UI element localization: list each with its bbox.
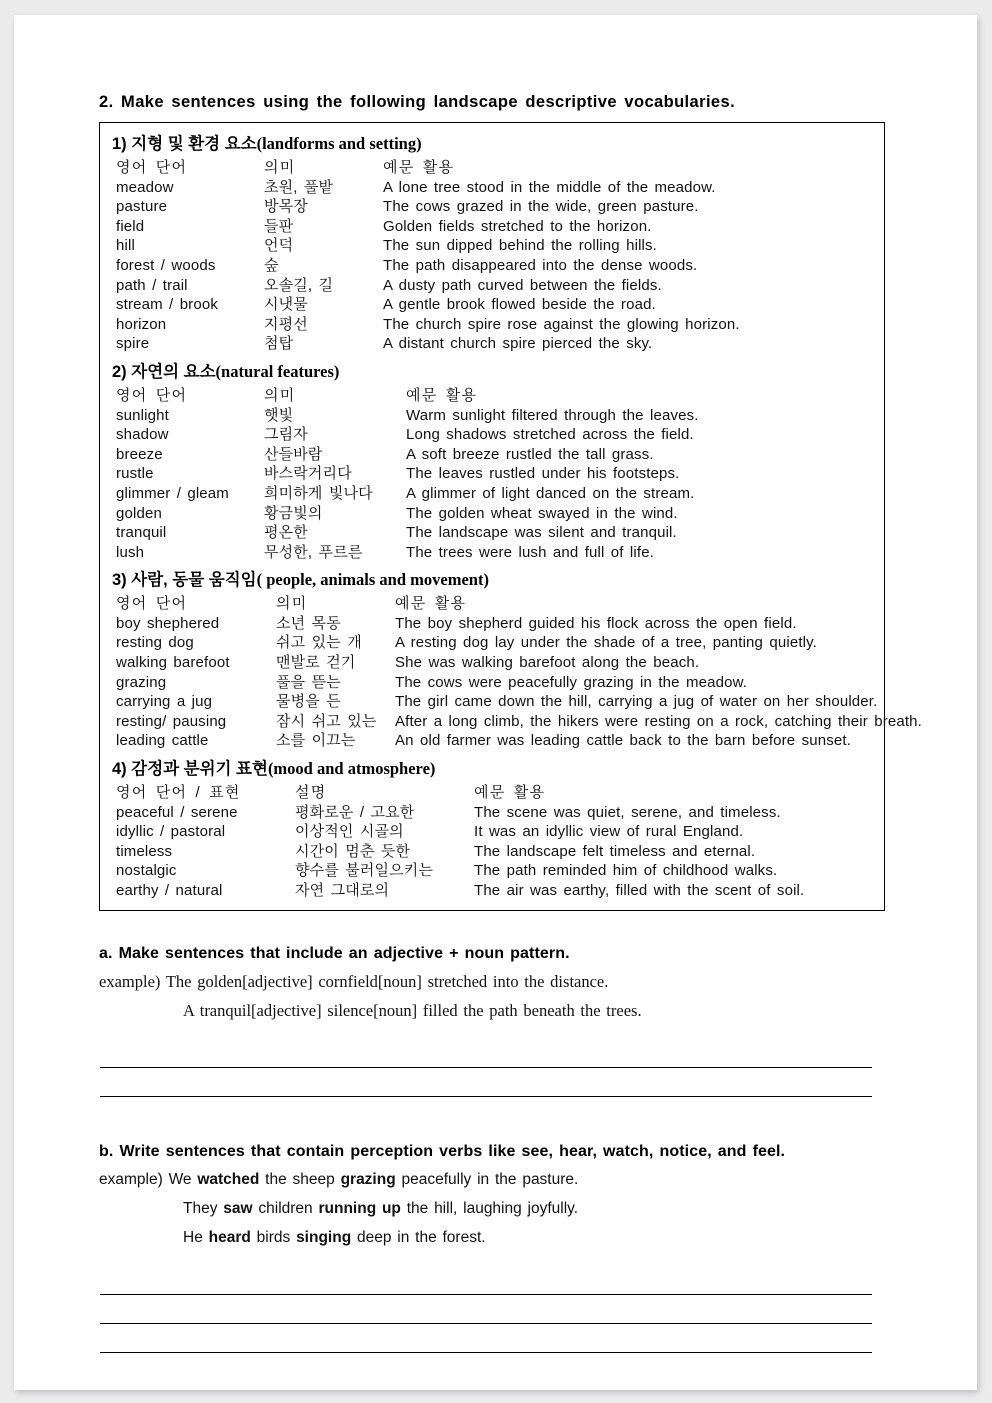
perception-verb: watched	[197, 1170, 260, 1188]
task-a-example-text-1: The golden[adjective] cornfield[noun] stretched into the distance.	[165, 971, 609, 991]
table-row	[100, 178, 884, 198]
worksheet-page	[14, 15, 977, 1390]
vocab-meaning: 물병을 든	[276, 693, 341, 711]
perception-verb: grazing	[340, 1170, 396, 1188]
vocab-column-header: 설명	[295, 784, 327, 802]
task-a-example-line-1	[99, 967, 902, 996]
vocab-table-header-row	[100, 386, 884, 406]
table-row	[100, 653, 884, 673]
vocab-section-title-en: (natural features)	[215, 361, 340, 381]
vocab-meaning: 풀을 뜯는	[276, 673, 341, 691]
task-b-sentence-3	[183, 1229, 486, 1246]
vocab-section-title-kr: 3) 사람, 동물 움직임	[112, 571, 257, 590]
vocab-column-header: 의미	[264, 159, 296, 176]
vocab-meaning: 맨발로 걷기	[276, 654, 356, 672]
vocab-meaning: 평화로운 / 고요한	[295, 803, 415, 821]
vocab-column-header: 영어 단어 / 표현	[116, 784, 241, 802]
table-row	[100, 406, 884, 426]
vocab-meaning: 평온한	[264, 524, 308, 542]
task-a-heading: a. Make sentences that include an adjective + noun pattern.	[99, 944, 570, 962]
answer-line[interactable]	[100, 1266, 872, 1295]
vocab-example: The landscape was silent and tranquil.	[406, 524, 677, 542]
answer-line[interactable]	[100, 1295, 872, 1324]
vocab-meaning: 첨탑	[264, 335, 294, 353]
table-row	[100, 731, 884, 751]
table-row	[100, 334, 884, 354]
vocab-word: field	[116, 217, 145, 235]
vocab-column-header: 예문 활용	[406, 386, 478, 404]
vocab-column-header: 예문 활용	[395, 595, 467, 613]
vocab-example: The trees were lush and full of life.	[406, 543, 654, 561]
vocabulary-box	[99, 122, 922, 911]
vocab-example: The sun dipped behind the rolling hills.	[383, 237, 658, 255]
task-a-answer-lines[interactable]	[100, 1025, 902, 1097]
answer-line[interactable]	[100, 1039, 872, 1068]
vocab-table-header-row	[100, 783, 884, 803]
vocab-example: Warm sunlight filtered through the leaves.	[406, 406, 699, 424]
table-row	[100, 295, 884, 315]
task-b-answer-lines[interactable]	[100, 1252, 902, 1353]
table-row	[100, 464, 884, 484]
vocab-word: carrying a jug	[116, 693, 213, 711]
vocab-table-header-row	[100, 594, 884, 614]
sentence-fragment: birds	[250, 1228, 297, 1246]
sentence-fragment: children	[252, 1199, 319, 1217]
perception-verb: heard	[208, 1228, 251, 1246]
table-row	[100, 256, 884, 276]
perception-verb: running up	[318, 1199, 401, 1217]
perception-verb: singing	[296, 1228, 352, 1246]
vocab-example: A gentle brook flowed beside the road.	[383, 296, 656, 314]
vocab-table	[100, 594, 922, 751]
vocab-example: The path reminded him of childhood walks.	[474, 862, 778, 880]
vocab-example: The boy shepherd guided his flock across the open field.	[395, 614, 797, 632]
vocab-word: timeless	[116, 842, 173, 860]
page-title: 2. Make sentences using the following landscape descriptive vocabularies.	[99, 93, 736, 111]
table-row	[100, 861, 884, 881]
vocab-section-title	[100, 754, 884, 783]
vocab-example: The air was earthy, filled with the scent of soil.	[474, 882, 805, 899]
vocab-section-title-en: (landforms and setting)	[256, 134, 422, 153]
vocab-word: leading cattle	[116, 732, 209, 750]
vocab-meaning: 언덕	[264, 237, 294, 255]
vocab-meaning: 그림자	[264, 426, 308, 444]
vocab-example: The path disappeared into the dense woods.	[383, 256, 698, 274]
vocab-meaning: 지평선	[264, 315, 308, 333]
vocab-meaning: 이상적인 시골의	[295, 823, 404, 841]
table-row	[100, 315, 884, 335]
vocab-example: A dusty path curved between the fields.	[383, 276, 662, 294]
vocab-word: spire	[116, 335, 150, 353]
vocab-meaning: 희미하게 빛나다	[264, 484, 373, 502]
sentence-fragment: They	[183, 1199, 224, 1217]
vocab-example: Golden fields stretched to the horizon.	[383, 217, 652, 235]
vocab-example: A soft breeze rustled the tall grass.	[406, 445, 654, 463]
vocab-meaning: 무성한, 푸르른	[264, 543, 363, 561]
vocab-meaning: 황금빛의	[264, 504, 323, 522]
table-row	[100, 673, 884, 693]
vocab-meaning: 잠시 쉬고 있는	[276, 712, 377, 730]
vocab-example: The landscape felt timeless and eternal.	[474, 842, 756, 860]
vocab-word: boy shephered	[116, 614, 220, 632]
vocab-word: earthy / natural	[116, 882, 223, 899]
table-row	[100, 445, 884, 465]
vocab-word: meadow	[116, 178, 174, 196]
vocab-word: golden	[116, 504, 162, 522]
table-row	[100, 236, 884, 256]
task-b-sentence-1	[169, 1171, 579, 1188]
vocab-meaning: 자연 그대로의	[295, 882, 390, 899]
vocab-section-title-en: ( people, animals and movement)	[256, 570, 489, 590]
vocab-example: The leaves rustled under his footsteps.	[406, 465, 680, 483]
vocab-section-title-kr: 4) 감정과 분위기 표현	[112, 760, 268, 779]
vocab-word: sunlight	[116, 406, 169, 424]
vocab-example: The cows grazed in the wide, green pasture.	[383, 198, 699, 216]
vocab-example: Long shadows stretched across the field.	[406, 426, 694, 444]
vocab-word: idyllic / pastoral	[116, 823, 226, 841]
vocab-word: grazing	[116, 673, 167, 691]
vocab-section-title	[100, 129, 884, 158]
vocab-word: forest / woods	[116, 256, 216, 274]
vocab-word: stream / brook	[116, 296, 218, 314]
table-row	[100, 523, 884, 543]
vocab-meaning: 시간이 멈춘 듯한	[295, 842, 411, 860]
vocab-table	[100, 158, 884, 354]
page-content	[92, 93, 922, 1353]
vocab-word: peaceful / serene	[116, 803, 238, 821]
table-row	[100, 543, 884, 563]
vocab-table	[100, 386, 884, 562]
table-row	[100, 197, 884, 217]
vocab-word: walking barefoot	[116, 654, 230, 672]
vocab-meaning: 산들바람	[264, 445, 323, 463]
table-row	[100, 217, 884, 237]
table-row	[100, 842, 884, 862]
table-row	[100, 633, 884, 653]
vocab-word: resting dog	[116, 634, 194, 652]
vocab-column-header: 영어 단어	[116, 159, 188, 176]
vocab-example: The girl came down the hill, carrying a jug of water on her shoulder.	[395, 693, 878, 711]
vocab-meaning: 방목장	[264, 198, 308, 216]
vocab-example: It was an idyllic view of rural England.	[474, 823, 744, 841]
sentence-fragment: the hill, laughing joyfully.	[400, 1199, 579, 1217]
vocab-example: A distant church spire pierced the sky.	[383, 335, 653, 353]
vocab-meaning: 시냇물	[264, 296, 308, 314]
sentence-fragment: We	[168, 1170, 198, 1188]
vocab-meaning: 숲	[264, 256, 279, 274]
sentence-fragment: the sheep	[259, 1170, 341, 1188]
vocab-column-header: 예문 활용	[383, 159, 455, 176]
table-row	[100, 504, 884, 524]
task-b-heading: b. Write sentences that contain perception verbs like see, hear, watch, notice, and feel.	[99, 1142, 786, 1160]
vocab-example: A lone tree stood in the middle of the meadow.	[383, 178, 716, 196]
table-row	[100, 692, 884, 712]
task-a-example-line-2: A tranquil[adjective] silence[noun] filled the path beneath the trees.	[183, 1000, 642, 1020]
vocab-example: After a long climb, the hikers were resting on a rock, catching their breath.	[395, 712, 922, 730]
vocab-column-header: 영어 단어	[116, 595, 188, 613]
task-a-example-label: example)	[99, 971, 166, 991]
vocab-section-title-kr: 1) 지형 및 환경 요소	[112, 135, 257, 153]
vocab-word: rustle	[116, 465, 154, 483]
vocab-meaning: 바스락거리다	[264, 465, 352, 483]
vocab-table	[100, 783, 884, 901]
vocab-section-title-en: (mood and atmosphere)	[267, 759, 436, 779]
vocab-meaning: 햇빛	[264, 406, 294, 424]
vocab-word: breeze	[116, 445, 163, 463]
table-row	[100, 712, 884, 732]
task-b-sentence-2	[183, 1200, 578, 1217]
vocab-word: lush	[116, 543, 145, 561]
sentence-fragment: He	[183, 1228, 209, 1246]
vocab-word: hill	[116, 237, 135, 255]
vocab-section-title	[100, 565, 884, 594]
answer-line[interactable]	[100, 1324, 872, 1353]
vocab-section-title-kr: 2) 자연의 요소	[112, 362, 216, 381]
vocab-meaning: 향수를 불러일으키는	[295, 862, 434, 880]
vocab-column-header: 의미	[276, 595, 308, 613]
vocab-column-header: 예문 활용	[474, 784, 546, 802]
vocab-word: path / trail	[116, 276, 188, 294]
table-row	[100, 276, 884, 296]
table-row	[100, 484, 884, 504]
table-row	[100, 881, 884, 901]
vocab-meaning: 쉬고 있는 개	[276, 634, 362, 652]
vocab-meaning: 소를 이끄는	[276, 732, 356, 750]
vocab-example: The scene was quiet, serene, and timeless.	[474, 803, 781, 821]
task-b-example-line-2	[99, 1194, 902, 1223]
task-b-example-line-3	[99, 1223, 902, 1252]
vocab-example: The cows were peacefully grazing in the meadow.	[395, 673, 748, 691]
vocab-example: The church spire rose against the glowing horizon.	[383, 315, 740, 333]
vocab-example: The golden wheat swayed in the wind.	[406, 504, 678, 522]
vocab-table-header-row	[100, 158, 884, 178]
table-row	[100, 822, 884, 842]
vocab-word: horizon	[116, 315, 167, 333]
vocab-word: tranquil	[116, 524, 167, 542]
vocab-word: resting/ pausing	[116, 712, 227, 730]
vocab-example: An old farmer was leading cattle back to the barn before sunset.	[395, 732, 852, 750]
vocab-example: She was walking barefoot along the beach.	[395, 654, 700, 672]
vocab-meaning: 소년 목동	[276, 614, 341, 632]
table-row	[100, 803, 884, 823]
vocab-example: A resting dog lay under the shade of a tree, panting quietly.	[395, 634, 817, 652]
vocab-meaning: 들판	[264, 217, 294, 235]
vocab-column-header: 영어 단어	[116, 386, 188, 404]
vocab-meaning: 오솔길, 길	[264, 276, 334, 294]
sentence-fragment: deep in the forest.	[351, 1228, 486, 1246]
task-b-example-line-1	[99, 1165, 902, 1194]
vocab-meaning: 초원, 풀밭	[264, 178, 334, 196]
vocab-example: A glimmer of light danced on the stream.	[406, 484, 695, 502]
vocab-column-header: 의미	[264, 386, 296, 404]
table-row	[100, 614, 884, 634]
perception-verb: saw	[223, 1199, 253, 1217]
task-b-example-label: example)	[99, 1170, 169, 1188]
sentence-fragment: peacefully in the pasture.	[395, 1170, 579, 1188]
vocab-section-title	[100, 357, 884, 386]
table-row	[100, 425, 884, 445]
vocab-word: nostalgic	[116, 862, 177, 880]
vocab-word: glimmer / gleam	[116, 484, 229, 502]
answer-line[interactable]	[100, 1068, 872, 1097]
vocab-word: pasture	[116, 198, 168, 216]
vocab-word: shadow	[116, 426, 169, 444]
